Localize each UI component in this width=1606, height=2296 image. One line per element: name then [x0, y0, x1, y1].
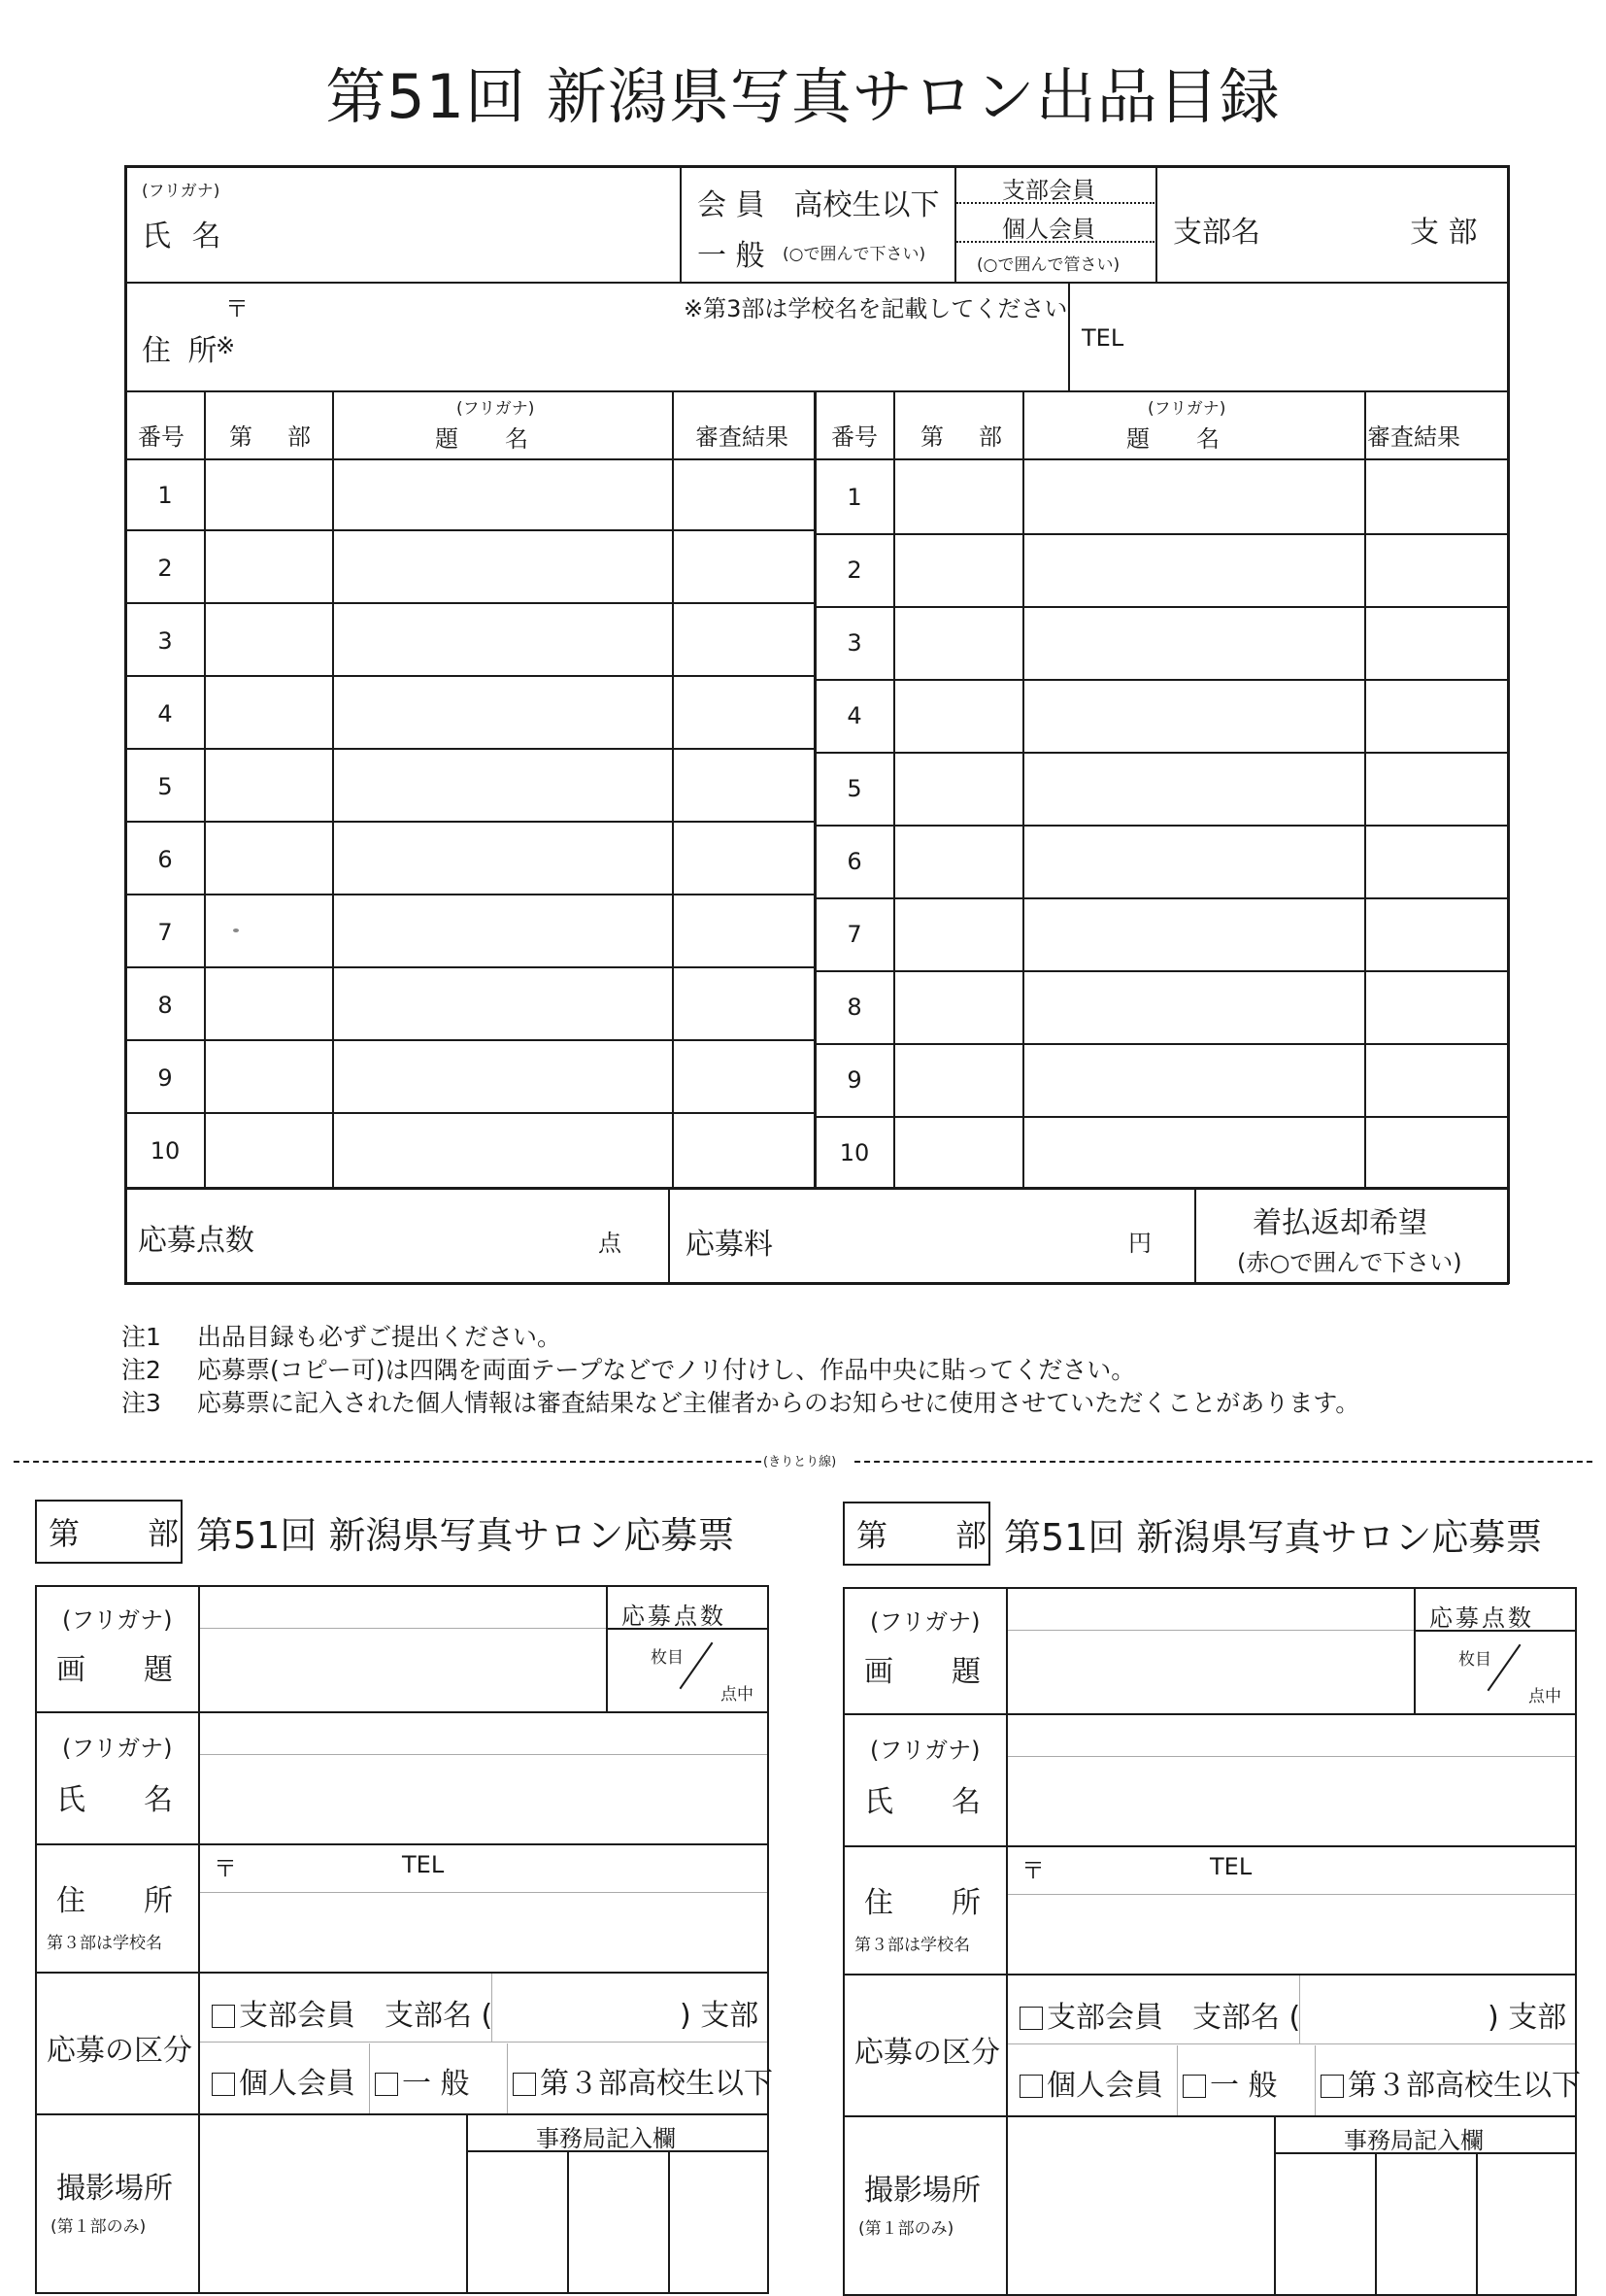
picture-title-label: 画 題 [864, 1655, 981, 1689]
row-number-right: 3 [847, 629, 862, 657]
ticket-title: 第51回 新潟県写真サロン応募票 [1004, 1516, 1543, 1559]
name-label: 氏 名 [864, 1785, 981, 1819]
general-checkbox-icon[interactable] [1183, 2075, 1206, 2098]
address-label: 住 所 [142, 334, 221, 368]
branch-member-option[interactable]: 支部会員 [212, 1991, 355, 2034]
school-note: 第３部は学校名 [854, 1936, 970, 1955]
name-label: 氏 名 [142, 219, 227, 253]
col-number-right: 番号 [831, 423, 878, 451]
tel-label: TEL [402, 1851, 445, 1878]
row-number-right: 2 [847, 557, 862, 584]
general-checkbox-icon[interactable] [375, 2073, 398, 2096]
individual-member-option[interactable]: 個人会員 [212, 2059, 355, 2102]
category-label: 応募の区分 [854, 2036, 1000, 2070]
row-number-right: 5 [847, 775, 862, 802]
row-number-left: 4 [157, 700, 173, 727]
category-label: 応募の区分 [47, 2034, 192, 2068]
col-section-right: 第 部 [920, 423, 1008, 451]
branch-name-label: 支部名 [1173, 216, 1260, 250]
count-header: 応募点数 [1429, 1604, 1534, 1632]
section-box-label: 第 部 [856, 1517, 989, 1554]
general-option[interactable]: 一 般 [375, 2059, 470, 2102]
row-number-right: 7 [847, 921, 862, 948]
col-furigana-right: (フリガナ) [1148, 399, 1226, 419]
col-result-right: 審査結果 [1367, 423, 1460, 451]
fee-label: 応募料 [686, 1228, 773, 1262]
note-item: 注3 応募票に記入された個人情報は審査結果など主催者からのお知らせに使用させていただくことがあります。 [121, 1389, 1360, 1417]
row-number-right: 10 [839, 1139, 870, 1166]
return-label: 着払返却希望 [1253, 1206, 1427, 1240]
row-number-left: 1 [157, 482, 173, 509]
entry-ticket [843, 1488, 1600, 2284]
row-number-left: 6 [157, 846, 173, 873]
address-label: 住 所 [864, 1886, 981, 1920]
furigana-label: (フリガナ) [142, 182, 220, 201]
furigana-label: (フリガナ) [62, 1606, 173, 1634]
location-label: 撮影場所 [864, 2174, 981, 2208]
highschool-option[interactable]: 第３部高校生以下 [1321, 2061, 1581, 2104]
branch-member-option[interactable]: 支部会員 [1020, 1993, 1163, 2036]
row-number-left: 2 [157, 555, 173, 582]
row-number-right: 9 [847, 1066, 862, 1094]
branch-name-label: 支部名 ( [1192, 2001, 1301, 2035]
tel-label: TEL [1082, 324, 1124, 352]
individual-member-option[interactable]: 個人会員 [1020, 2061, 1163, 2104]
count-of: 点中 [720, 1685, 753, 1705]
page-title: 第51回 新潟県写真サロン出品目録 [325, 61, 1281, 132]
location-note: (第１部のみ) [50, 2217, 147, 2237]
cut-line-left [14, 1461, 761, 1463]
col-title-left: 題 名 [435, 425, 528, 453]
row-number-left: 9 [157, 1064, 173, 1092]
school-note: ※第3部は学校名を記載してください [684, 295, 1068, 322]
individual-member-checkbox-icon[interactable] [212, 2073, 235, 2096]
furigana-label-2: (フリガナ) [870, 1737, 981, 1764]
count-label: 応募点数 [138, 1224, 254, 1258]
branch-suffix: ) 支部 [680, 1999, 759, 2033]
row-number-left: 5 [157, 773, 173, 800]
branch-suffix: 支 部 [1410, 216, 1478, 250]
postal-mark: 〒 [214, 1855, 237, 1882]
highschool-option[interactable]: 第３部高校生以下 [513, 2059, 773, 2102]
row-number-left: 10 [150, 1137, 181, 1165]
branch-member-checkbox-icon[interactable] [1020, 2007, 1043, 2030]
address-mark: ※ [216, 332, 236, 359]
office-label: 事務局記入欄 [1344, 2127, 1484, 2154]
office-label: 事務局記入欄 [536, 2125, 676, 2152]
branch-member-option: 支部会員 [1002, 177, 1095, 204]
cut-line-right [854, 1461, 1592, 1463]
circle-note: (○で囲んで下さい) [783, 245, 926, 264]
general-option[interactable]: 一 般 [1183, 2061, 1278, 2104]
ticket-title: 第51回 新潟県写真サロン応募票 [196, 1514, 735, 1557]
cut-line-label: (きりとり線) [763, 1455, 837, 1469]
highschool-checkbox-icon[interactable] [513, 2073, 536, 2096]
col-section-left: 第 部 [229, 423, 317, 451]
col-result-left: 審査結果 [695, 423, 788, 451]
postal-mark: 〒 [1021, 1857, 1045, 1884]
furigana-label-2: (フリガナ) [62, 1735, 173, 1762]
col-number-left: 番号 [138, 423, 184, 451]
circle-note-2: (○で囲んで管さい) [977, 255, 1121, 275]
row-number-right: 1 [847, 484, 862, 511]
postal-mark: 〒 [225, 295, 249, 322]
branch-name-label: 支部名 ( [385, 1999, 493, 2033]
section-box-label: 第 部 [49, 1515, 182, 1552]
picture-title-label: 画 題 [56, 1653, 173, 1687]
branch-suffix: ) 支部 [1488, 2001, 1567, 2035]
return-note: (赤○で囲んで下さい) [1237, 1249, 1462, 1276]
notes [121, 1321, 1359, 1420]
row-number-right: 8 [847, 994, 862, 1021]
note-item: 注1 出品目録も必ずご提出ください。 [121, 1323, 562, 1351]
address-label: 住 所 [56, 1884, 173, 1918]
member-option-row1: 会 員 高校生以下 [697, 188, 940, 222]
count-unit: 点 [598, 1230, 621, 1257]
count-sheets: 枚目 [651, 1648, 684, 1668]
col-furigana-left: (フリガナ) [456, 399, 535, 419]
count-of: 点中 [1528, 1687, 1561, 1706]
member-option-general: 一 般 [697, 239, 765, 273]
individual-member-option: 個人会員 [1002, 216, 1095, 243]
fee-unit: 円 [1128, 1230, 1152, 1257]
branch-member-checkbox-icon[interactable] [212, 2005, 235, 2028]
location-note: (第１部のみ) [858, 2219, 954, 2239]
row-number-left: 7 [157, 919, 173, 946]
location-label: 撮影場所 [56, 2172, 173, 2206]
individual-member-checkbox-icon[interactable] [1020, 2075, 1043, 2098]
tel-label: TEL [1210, 1853, 1253, 1880]
furigana-label: (フリガナ) [870, 1608, 981, 1636]
row-number-right: 6 [847, 848, 862, 875]
row-number-left: 8 [157, 992, 173, 1019]
row-number-left: 3 [157, 627, 173, 655]
col-title-right: 題 名 [1126, 425, 1220, 453]
school-note: 第３部は学校名 [47, 1934, 162, 1953]
count-header: 応募点数 [621, 1603, 726, 1630]
count-sheets: 枚目 [1458, 1650, 1491, 1670]
note-item: 注2 応募票(コピー可)は四隅を両面テープなどでノリ付けし、作品中央に貼ってください。 [121, 1356, 1136, 1384]
entry-ticket [35, 1486, 792, 2282]
highschool-checkbox-icon[interactable] [1321, 2075, 1344, 2098]
row-number-right: 4 [847, 702, 862, 729]
name-label: 氏 名 [56, 1783, 173, 1817]
